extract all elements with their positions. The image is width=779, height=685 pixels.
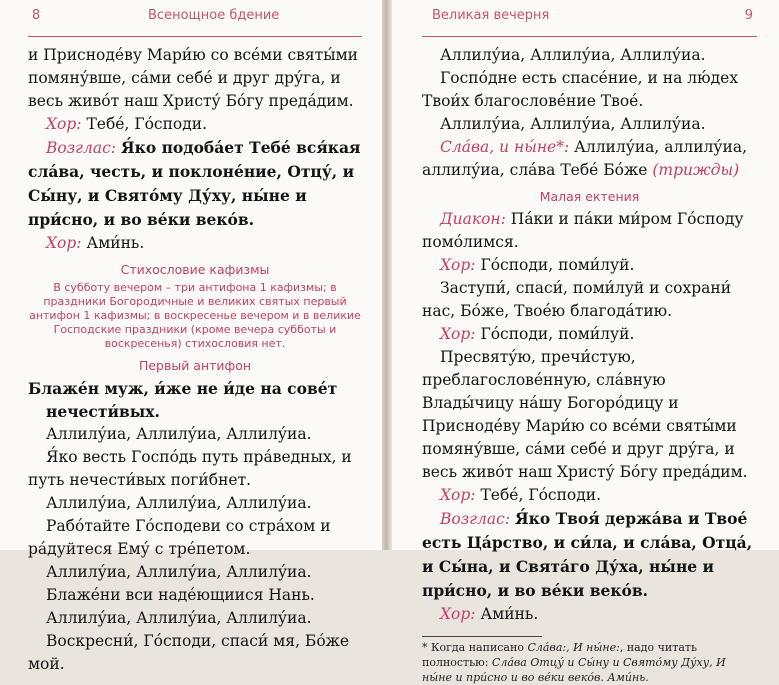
right-header: [422, 0, 757, 37]
right-page: [392, 0, 779, 684]
verse: Рабо́тайте Го́сподеви со стра́хом и ра́дуйтеся Ему́ с тре́петом.: [28, 517, 331, 558]
thrice-note: (трижды): [652, 161, 740, 179]
left-page: [0, 0, 382, 673]
book-gutter: [382, 0, 392, 550]
left-header: [28, 0, 362, 37]
exclamation-text: Я́ко подоба́ет Тебе́ вся́кая сла́ва, честь, и поклоне́ние, Отцу́, и Сы́ну, и Свято́му Ду́ху, ны́не и при́сно, и во ве́ки веко́в.: [28, 138, 361, 229]
choir-line: [422, 323, 757, 346]
choir-line: [422, 254, 757, 277]
choir-label: Хор:: [46, 234, 82, 252]
deacon-line: [422, 208, 757, 254]
choir-line: [422, 484, 757, 507]
choir-text: Го́споди, поми́луй.: [480, 325, 635, 343]
verse: Аллилу́иа, Аллилу́иа, Аллилу́иа.: [46, 609, 312, 627]
footnote-rule: [422, 636, 542, 637]
footnote-italic: Сла́ва:, И ны́не:: [527, 641, 620, 654]
choir-text: Тебе́, Го́споди.: [480, 486, 602, 504]
section-heading: Малая ектения: [539, 189, 640, 204]
exclamation-label: Возглас:: [440, 510, 511, 528]
petition: Заступи́, спаси́, поми́луй и сохрани́ нас, Бо́же, Твое́ю благода́тию.: [422, 279, 732, 320]
choir-label: Хор:: [440, 325, 476, 343]
verse: Блаже́ни вси наде́ющиися Нань.: [46, 586, 315, 604]
deacon-label: Диакон:: [440, 210, 506, 228]
choir-text: Ами́нь.: [86, 234, 145, 252]
verse: Аллилу́иа, Аллилу́иа, Аллилу́иа.: [46, 563, 312, 581]
exclamation-label: Возглас:: [46, 139, 117, 157]
choir-label: Хор:: [440, 605, 476, 623]
verse: Блаже́н муж, и́же не и́де на сове́т нечести́вых.: [28, 379, 338, 421]
verse: Госпо́дне есть спасе́ние, и на лю́дех Твои́х благослове́ние Твое́.: [422, 69, 739, 110]
choir-label: Хор:: [440, 486, 476, 504]
verse: Воскресни́, Го́споди, спаси́ мя, Бо́же мой.: [28, 632, 350, 673]
glory-line: [422, 136, 757, 182]
choir-label: Хор:: [440, 256, 476, 274]
petition: Пресвяту́ю, пречи́стую, преблагослове́нную, сла́вную Влады́чицу на́шу Богоро́дицу и Присноде́ву Мари́ю со все́ми святы́ми помяну́вше, са́ми себе́ и друг дру́га, и весь живо́т наш Христу́ Бо́гу преда́дим.: [422, 348, 748, 481]
verse: Аллилу́иа, Аллилу́иа, Аллилу́иа.: [440, 46, 706, 64]
footnote: [422, 640, 757, 685]
exclamation: [422, 507, 757, 603]
choir-line: [422, 603, 757, 626]
choir-label: Хор:: [46, 115, 82, 133]
left-page-number: 8: [32, 8, 41, 23]
verse: Я́ко весть Госпо́дь путь пра́ведных, и путь нечести́вых поги́бнет.: [28, 448, 352, 489]
section-heading: Первый антифон: [138, 358, 252, 373]
right-page-number: 9: [744, 8, 753, 23]
glory-text: Аллилу́иа, аллилу́иа, аллилу́иа, сла́ва Тебе́ Бо́же: [422, 138, 748, 179]
verse: Аллилу́иа, Аллилу́иа, Аллилу́иа.: [440, 115, 706, 133]
verse: Аллилу́иа, Аллилу́иа, Аллилу́иа.: [46, 494, 312, 512]
deacon-text: Па́ки и па́ки ми́ром Го́споду помо́лимся.: [422, 210, 744, 251]
footnote-text: , надо читать полностью:: [422, 641, 697, 669]
choir-line: [28, 232, 362, 255]
footnote-text: * Когда написано: [422, 641, 528, 654]
choir-text: Го́споди, поми́луй.: [480, 256, 635, 274]
choir-text: Тебе́, Го́споди.: [86, 115, 208, 133]
rubric: В субботу вечером – три антифона 1 кафизмы; в праздники Богородичные и великих святых первый антифон 1 кафизмы; в воскресенье вечером и в великие Господские праздники (кроме вечера субботы и воскресенья) стихословия нет.: [29, 281, 361, 350]
right-running-title: Великая вечерня: [432, 8, 550, 23]
glory-label: Сла́ва, и ны́не*:: [440, 138, 570, 156]
verse: Аллилу́иа, Аллилу́иа, Аллилу́иа.: [46, 425, 312, 443]
exclamation-text: Я́ко Твоя́ держа́ва и Твое́ есть Ца́рство, и си́ла, и сла́ва, Отца́, и Сы́на, и Свята́го Ду́ха, ны́не и при́сно, и во ве́ки веко́в.: [422, 509, 753, 600]
prayer-text: и Присноде́ву Мари́ю со все́ми святы́ми помяну́вше, са́ми себе́ и друг дру́га, и весь живо́т наш Христу́ Бо́гу преда́дим.: [28, 46, 358, 110]
footnote-italic: Сла́ва Отцу́ и Сы́ну и Свято́му Ду́ху, И ны́не и при́сно и во ве́ки веко́в. Ами́нь.: [422, 656, 726, 684]
choir-text: Ами́нь.: [480, 605, 539, 623]
left-running-title: Всенощное бдение: [148, 8, 280, 23]
exclamation: [28, 136, 362, 232]
section-heading: Стихословие кафизмы: [120, 262, 270, 277]
choir-line: [28, 113, 362, 136]
